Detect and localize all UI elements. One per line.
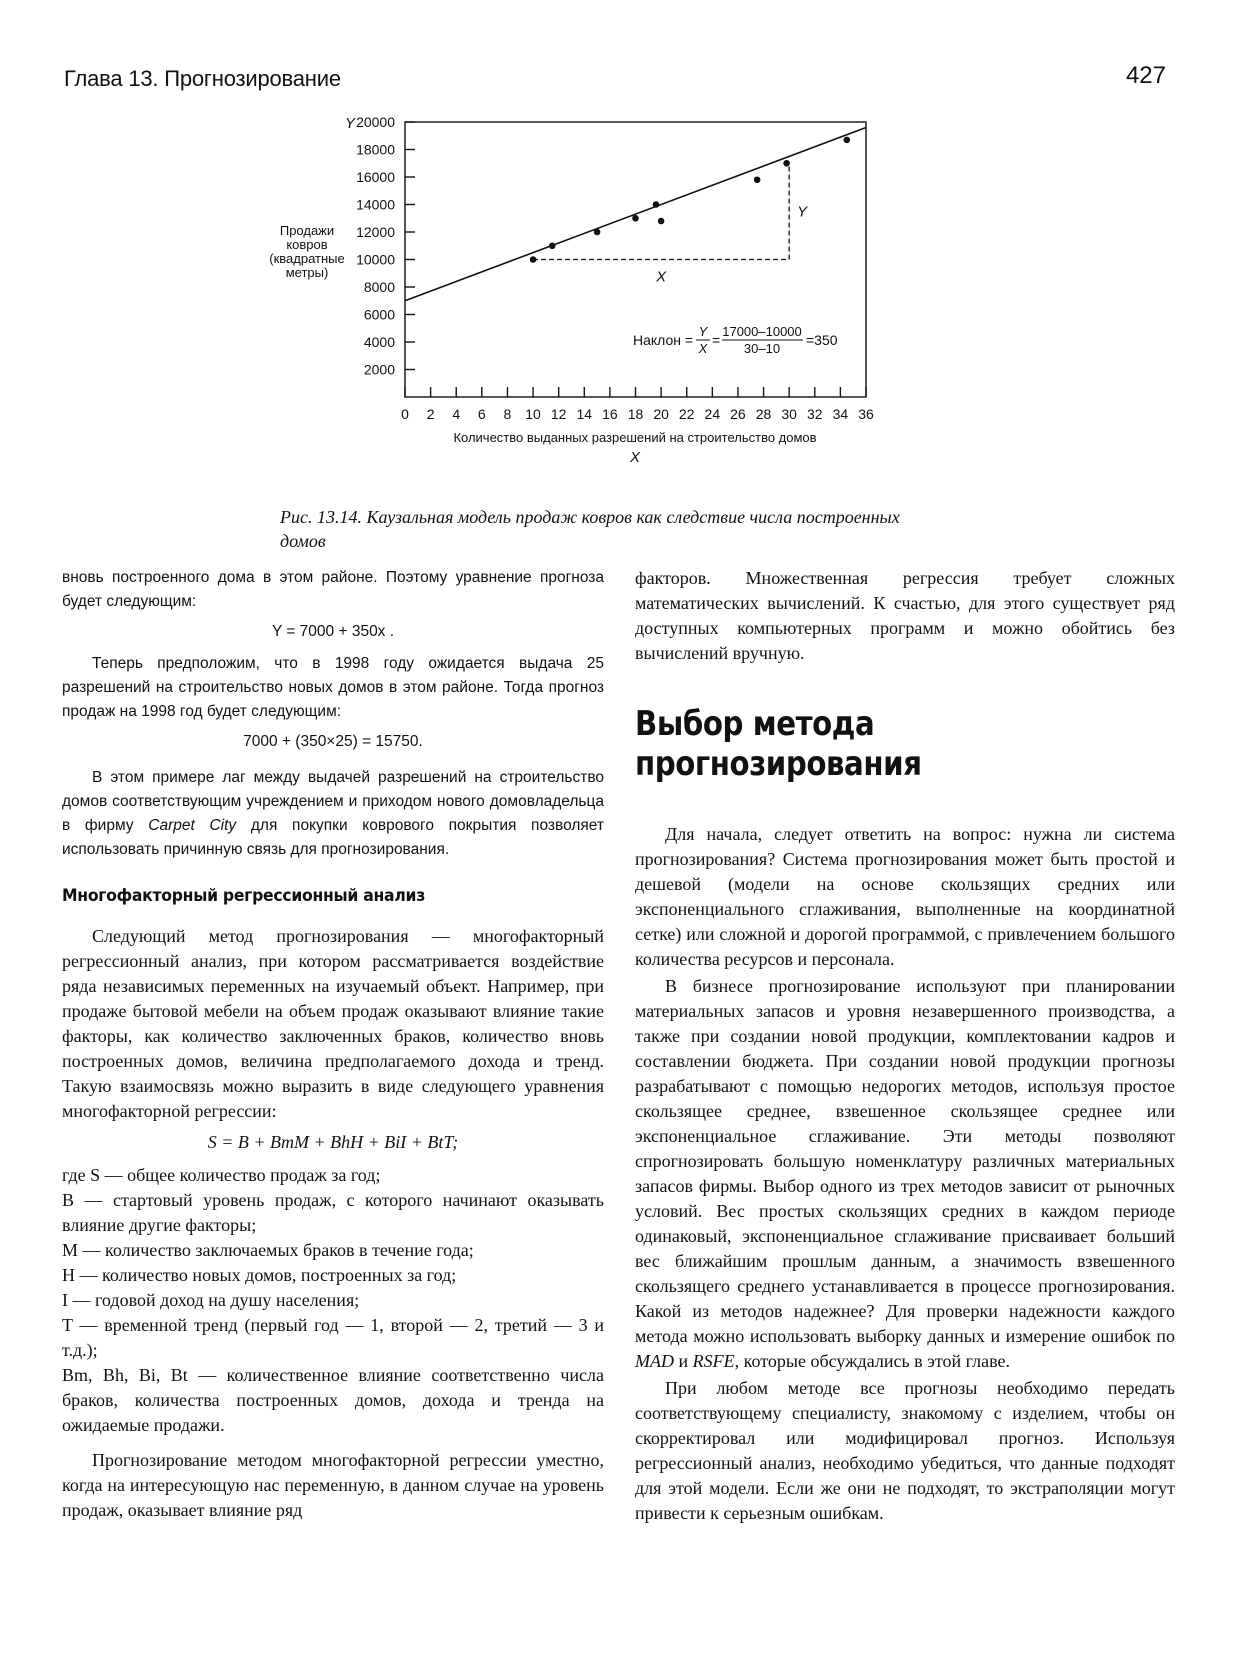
y-tick-label: 18000 xyxy=(356,141,395,158)
definition-item: B — стартовый уровень продаж, с которого начинают оказывать влияние другие факторы; xyxy=(62,1190,604,1235)
right-paragraph-4: При любом методе все прогнозы необходимо передать соответствующему специалисту, знакомому с изделием, чтобы он скорректировал или модифицировал прогноз. Используя регрессионный анализ, необходимо убедиться, что данные подходят для этой модели. Если же они не подходят, то экстраполяции могут привести к серьезным ошибкам. xyxy=(635,1378,1175,1523)
definition-item: M — количество заключаемых браков в течение года; xyxy=(62,1240,474,1260)
data-point xyxy=(754,176,761,183)
x-tick-label: 6 xyxy=(477,406,486,422)
slope-fraction-2-denominator: 30–10 xyxy=(743,341,781,356)
p3-text-a: В этом примере лаг между выдачей разрешений на строительство домов соответствующим учреждением и приходом нового домовладельца в фирму xyxy=(62,769,604,834)
rise-label: Y xyxy=(797,203,808,221)
left-paragraph-1: вновь построенного дома в этом районе. Поэтому уравнение прогноза будет следующим: xyxy=(62,569,604,610)
y-tick-label: 16000 xyxy=(356,169,395,185)
y-tick-label: 4000 xyxy=(363,334,395,350)
x-tick-label: 20 xyxy=(653,406,669,422)
slope-fraction-1-denominator: X xyxy=(698,341,708,356)
y-tick-label: 10000 xyxy=(356,251,395,268)
slope-fraction-1-numerator: Y xyxy=(698,324,708,339)
x-tick-label: 34 xyxy=(832,406,849,422)
x-tick-label: 36 xyxy=(858,406,874,422)
chart-ticks xyxy=(356,114,874,422)
right-column xyxy=(635,566,1175,1526)
right-paragraph-2: Для начала, следует ответить на вопрос: нужна ли система прогнозирования? Система прогнозирования может быть простой и дешевой (модели на основе скользящих средних или экспоненциального сглаживания, выполненные на координатной сетке) или сложной и дорогой программой, с привлечением большого количества ресурсов и персонала. xyxy=(635,824,1175,969)
y-axis-label-line: ковров xyxy=(286,237,328,252)
figure-caption: Рис. 13.14. Каузальная модель продаж ковров как следствие числа построенных домов xyxy=(280,507,900,551)
x-tick-label: 8 xyxy=(503,406,512,422)
formula-calculation: 7000 + (350×25) = 15750. xyxy=(243,733,423,750)
company-name: Carpet City xyxy=(148,817,237,834)
y-axis-symbol: Y xyxy=(345,115,356,132)
x-tick-label: 30 xyxy=(781,406,797,422)
x-tick-label: 28 xyxy=(755,406,772,422)
x-tick-label: 26 xyxy=(730,406,746,422)
x-tick-label: 22 xyxy=(678,406,695,422)
x-tick-label: 24 xyxy=(704,406,721,422)
right-paragraph-3 xyxy=(635,974,1175,1374)
x-tick-label: 32 xyxy=(806,406,823,422)
data-point xyxy=(843,137,850,144)
running-head: Глава 13. Прогнозирование xyxy=(64,66,341,91)
y-tick-label: 14000 xyxy=(356,196,395,213)
y-tick-label: 8000 xyxy=(363,279,395,295)
x-tick-label: 2 xyxy=(426,406,435,422)
slope-equals: = xyxy=(712,332,721,348)
plot-frame xyxy=(405,122,866,397)
y-tick-label: 12000 xyxy=(356,224,395,240)
data-point xyxy=(594,229,601,236)
p3-text-a: В бизнесе прогнозирование используют при планировании материальных запасов и уровня незавершенного производства, а также при создании новой продукции, комплектовании кадров и составлении бюджета. При создании новой продукции прогнозы разрабатывают с помощью недорогих методов, используя простое скользящее среднее, взвешенное скользящее среднее или экспоненциальное сглаживание. Эти методы позволяют спрогнозировать большую номенклатуру различных материальных запасов фирмы. Выбор одного из трех методов зависит от рыночных условий. Вес простых скользящих средних в каждом периоде одинаковый, экспоненциальное сглаживание присваивает больший вес ближайшим прошлым данным, а значимость взвешенного скользящего среднего устанавливается в процессе прогнозирования. Какой из методов надежнее? Для проверки надежности каждого метода можно использовать выборку данных и измерение ошибок по xyxy=(635,976,1175,1346)
slope-formula-prefix: Наклон = xyxy=(633,332,694,348)
right-paragraph-1: факторов. Множественная регрессия требует сложных математических вычислений. К счастью, для этого существует ряд доступных компьютерных программ и можно обойтись без вычислений вручную. xyxy=(635,568,1175,663)
p3-and: и xyxy=(674,1351,693,1371)
data-point xyxy=(549,242,556,249)
data-point xyxy=(632,215,639,222)
definitions-list xyxy=(62,1163,604,1438)
subheading: Многофакторный регрессионный анализ xyxy=(62,886,426,906)
definition-item: H — количество новых домов, построенных за год; xyxy=(62,1265,457,1285)
formula-forecast: Y = 7000 + 350x . xyxy=(271,623,395,640)
slope-fraction-2-numerator: 17000–10000 xyxy=(722,324,802,339)
y-tick-label: 2000 xyxy=(363,361,395,378)
rsfe-term: RSFE xyxy=(692,1351,735,1371)
data-point xyxy=(530,256,537,263)
left-paragraph-5: Прогнозирование методом многофакторной регрессии уместно, когда на интересующую нас переменную, в данном случае на уровень продаж, оказывает влияние ряд xyxy=(62,1450,604,1520)
causal-model-chart xyxy=(0,0,1242,500)
x-axis-symbol: X xyxy=(629,449,641,466)
x-tick-label: 16 xyxy=(602,406,618,422)
definition-item: T — временной тренд (первый год — 1, второй — 2, третий — 3 и т.д.); xyxy=(62,1315,604,1360)
left-paragraph-4: Следующий метод прогнозирования — многофакторный регрессионный анализ, при котором рассматривается воздействие ряда независимых переменных на изучаемый объект. Например, при продаже бытовой мебели на объем продаж оказывают влияние такие факторы, как количество заключенных браков, количество вновь построенных домов, величина предполагаемого дохода и тренд. Такую взаимосвязь можно выразить в виде следующего уравнения многофакторной регрессии: xyxy=(62,926,604,1121)
y-tick-label: 20000 xyxy=(356,114,395,130)
y-axis-label-line: (квадратные xyxy=(269,251,345,266)
y-tick-label: 6000 xyxy=(363,306,395,323)
x-tick-label: 10 xyxy=(525,406,541,422)
x-tick-label: 4 xyxy=(452,406,461,422)
left-paragraph-2: Теперь предположим, что в 1998 году ожидается выдача 25 разрешений на строительство новых домов в этом районе. Тогда прогноз продаж на 1998 год будет следующим: xyxy=(62,655,604,720)
x-tick-label: 18 xyxy=(627,406,644,422)
chart-frame xyxy=(405,122,866,397)
p3-text-b: , которые обсуждались в этой главе. xyxy=(734,1351,1010,1371)
mad-term: MAD xyxy=(635,1351,674,1371)
definition-item: где S — общее количество продаж за год; xyxy=(62,1165,381,1185)
x-tick-label: 0 xyxy=(401,406,409,422)
left-paragraph-3 xyxy=(62,766,604,862)
formula-regression: S = B + BmM + BhH + BiI + BtT; xyxy=(207,1132,459,1152)
page-number: 427 xyxy=(1125,62,1166,89)
data-point xyxy=(783,160,790,167)
slope-triangle xyxy=(533,163,808,285)
left-column xyxy=(62,566,604,1523)
definition-item: I — годовой доход на душу населения; xyxy=(62,1290,360,1310)
data-points xyxy=(530,137,850,263)
y-axis-label-line: метры) xyxy=(285,265,329,280)
x-tick-label: 12 xyxy=(550,406,567,422)
x-axis-label: Количество выданных разрешений на строительство домов xyxy=(453,430,817,445)
slope-result: =350 xyxy=(806,332,838,348)
run-label: X xyxy=(656,268,667,286)
p3-text-b: для покупки коврового покрытия позволяет использовать причинную связь для прогнозирования. xyxy=(62,817,604,858)
section-title: Выбор метода прогнозирования xyxy=(635,704,922,784)
data-point xyxy=(653,201,660,208)
definition-item: Bm, Bh, Bi, Bt — количественное влияние соответственно числа браков, количества построенных домов, дохода и тренда на ожидаемые продажи. xyxy=(62,1365,604,1435)
y-axis-label-line: Продажи xyxy=(279,223,335,238)
x-tick-label: 14 xyxy=(576,406,593,422)
data-point xyxy=(658,218,665,225)
